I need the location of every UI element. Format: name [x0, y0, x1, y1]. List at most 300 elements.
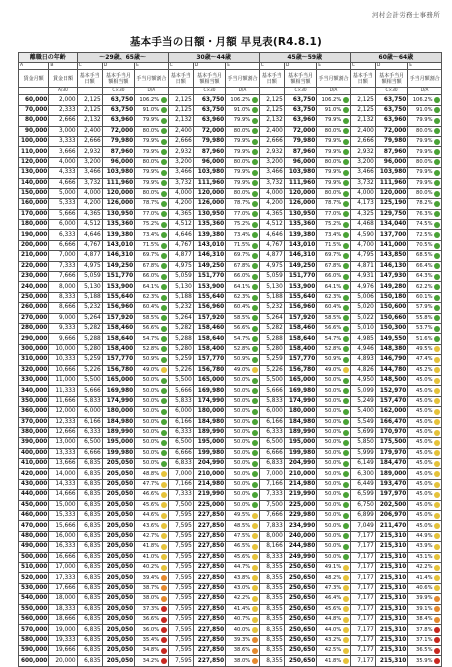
status-dot-icon	[343, 367, 349, 373]
wage-cell: 4,000	[49, 157, 77, 167]
daily-amount-cell: 7,595	[168, 646, 193, 656]
rate-value: 49.5%	[233, 512, 251, 519]
status-dot-icon	[343, 139, 349, 145]
col-letter: D	[284, 63, 316, 70]
rate-cell	[135, 583, 169, 593]
monthly-amount-cell: 146,310	[193, 251, 225, 261]
monthly-amount-cell: 180,000	[102, 407, 134, 417]
rate-cell	[135, 261, 169, 271]
rate-value: 45.6%	[142, 501, 160, 508]
monthly-amount-cell: 87,960	[193, 147, 225, 157]
daily-amount-cell: 6,333	[168, 427, 193, 437]
monthly-amount-cell: 240,000	[284, 531, 316, 541]
daily-amount-cell: 7,177	[350, 552, 375, 562]
rate-value: 39.9%	[416, 595, 433, 602]
rate-value: 66.0%	[142, 273, 160, 280]
rate-value: 91.0%	[142, 106, 160, 113]
monthly-header: 基本手当月額相当額	[102, 70, 134, 88]
status-dot-icon	[161, 97, 167, 103]
rate-value: 46.4%	[324, 595, 342, 602]
rate-cell	[135, 552, 169, 562]
income-cell: 260,000	[19, 303, 49, 313]
income-cell: 450,000	[19, 500, 49, 510]
rate-value: 50.0%	[233, 387, 251, 394]
income-cell: 350,000	[19, 396, 49, 406]
status-dot-icon	[252, 170, 258, 176]
monthly-amount-cell: 174,990	[284, 396, 316, 406]
rate-header: 手当月額割合	[135, 70, 169, 88]
rate-value: 80.0%	[416, 190, 433, 197]
rate-value: 45.0%	[416, 481, 433, 488]
status-dot-icon	[252, 346, 258, 352]
formula-cell: C×30	[193, 88, 225, 95]
rate-value: 42.7%	[142, 532, 160, 539]
status-dot-icon	[343, 440, 349, 446]
rate-value: 45.0%	[416, 429, 433, 436]
income-cell: 430,000	[19, 479, 49, 489]
rate-cell	[226, 562, 260, 572]
table-row	[19, 542, 442, 552]
daily-amount-cell: 7,595	[168, 511, 193, 521]
rate-cell	[226, 396, 260, 406]
status-dot-icon	[252, 533, 258, 539]
rate-cell	[226, 344, 260, 354]
daily-amount-cell: 4,325	[350, 209, 375, 219]
rate-cell	[135, 188, 169, 198]
rate-cell	[226, 261, 260, 271]
rate-value: 50.0%	[324, 501, 342, 508]
daily-amount-cell: 7,333	[168, 490, 193, 500]
rate-value: 45.6%	[324, 605, 342, 612]
daily-amount-cell: 4,767	[168, 240, 193, 250]
rate-value: 50.0%	[324, 553, 342, 560]
daily-amount-cell: 5,099	[350, 386, 375, 396]
income-cell: 230,000	[19, 272, 49, 282]
rate-cell	[408, 178, 442, 188]
table-row	[19, 126, 442, 136]
monthly-amount-cell: 169,980	[193, 386, 225, 396]
rate-cell	[408, 95, 442, 105]
status-dot-icon	[161, 471, 167, 477]
daily-amount-cell: 8,355	[259, 562, 284, 572]
rate-value: 45.0%	[416, 460, 433, 467]
rate-cell	[135, 282, 169, 292]
monthly-amount-cell: 79,980	[102, 136, 134, 146]
status-dot-icon	[252, 450, 258, 456]
rate-value: 73.4%	[233, 231, 251, 238]
rate-value: 50.0%	[233, 377, 251, 384]
rate-cell	[226, 594, 260, 604]
daily-amount-cell: 6,835	[77, 604, 102, 614]
table-row	[19, 531, 442, 541]
monthly-amount-cell: 146,130	[375, 261, 407, 271]
col-letter: D	[375, 63, 407, 70]
status-dot-icon	[161, 596, 167, 602]
status-dot-icon	[161, 284, 167, 290]
col-letter: E	[226, 63, 260, 70]
daily-amount-cell: 6,835	[77, 656, 102, 666]
status-dot-icon	[434, 627, 440, 633]
rate-cell	[317, 126, 351, 136]
status-dot-icon	[434, 617, 440, 623]
rate-value: 75.2%	[233, 221, 251, 228]
status-dot-icon	[434, 648, 440, 654]
rate-value: 44.8%	[324, 616, 342, 623]
status-dot-icon	[343, 565, 349, 571]
rate-header: 手当月額割合	[408, 70, 442, 88]
daily-amount-cell: 8,355	[259, 614, 284, 624]
daily-amount-cell: 2,132	[168, 116, 193, 126]
rate-cell	[408, 542, 442, 552]
income-cell: 170,000	[19, 209, 49, 219]
rate-value: 79.9%	[324, 117, 342, 124]
daily-amount-cell: 5,500	[259, 375, 284, 385]
wage-cell: 17,333	[49, 573, 77, 583]
rate-cell	[135, 646, 169, 656]
rate-value: 79.9%	[142, 169, 160, 176]
daily-amount-cell: 6,835	[77, 531, 102, 541]
table-row	[19, 261, 442, 271]
daily-amount-cell: 6,000	[259, 407, 284, 417]
monthly-amount-cell: 205,050	[102, 562, 134, 572]
status-dot-icon	[252, 606, 258, 612]
monthly-amount-cell: 125,190	[375, 199, 407, 209]
daily-amount-cell: 6,835	[77, 646, 102, 656]
status-dot-icon	[161, 367, 167, 373]
rate-cell	[317, 272, 351, 282]
monthly-amount-cell: 250,650	[284, 604, 316, 614]
rate-value: 80.0%	[142, 158, 160, 165]
daily-amount-cell: 3,200	[350, 157, 375, 167]
wage-cell: 17,000	[49, 562, 77, 572]
status-dot-icon	[252, 617, 258, 623]
status-dot-icon	[343, 533, 349, 539]
monthly-amount-cell: 227,850	[193, 562, 225, 572]
wage-cell: 14,666	[49, 490, 77, 500]
monthly-amount-cell: 139,380	[284, 230, 316, 240]
monthly-amount-cell: 72,000	[375, 126, 407, 136]
formula-cell	[19, 88, 49, 95]
rate-cell	[317, 407, 351, 417]
status-dot-icon	[434, 222, 440, 228]
rate-value: 80.0%	[416, 127, 433, 134]
monthly-amount-cell: 149,250	[284, 261, 316, 271]
daily-amount-cell: 5,232	[77, 303, 102, 313]
rate-cell	[226, 479, 260, 489]
rate-value: 54.7%	[324, 335, 342, 342]
rate-cell	[226, 334, 260, 344]
daily-amount-cell: 5,022	[350, 313, 375, 323]
daily-amount-cell: 4,000	[259, 188, 284, 198]
table-row	[19, 656, 442, 666]
status-dot-icon	[252, 232, 258, 238]
monthly-amount-cell: 174,990	[193, 396, 225, 406]
status-dot-icon	[161, 617, 167, 623]
wage-cell: 14,000	[49, 469, 77, 479]
daily-header: 基本手当日額	[350, 70, 375, 88]
status-dot-icon	[252, 107, 258, 113]
monthly-amount-cell: 63,960	[284, 116, 316, 126]
rate-value: 71.5%	[233, 242, 251, 249]
status-dot-icon	[434, 263, 440, 269]
rate-cell	[408, 562, 442, 572]
rate-value: 45.0%	[416, 501, 433, 508]
rate-value: 64.3%	[416, 273, 433, 280]
rate-value: 52.8%	[233, 345, 251, 352]
daily-amount-cell: 3,200	[168, 157, 193, 167]
daily-amount-cell: 6,835	[77, 635, 102, 645]
table-row	[19, 448, 442, 458]
rate-cell	[226, 531, 260, 541]
status-dot-icon	[161, 170, 167, 176]
status-dot-icon	[434, 346, 440, 352]
daily-amount-cell: 2,666	[168, 136, 193, 146]
daily-amount-cell: 2,666	[259, 136, 284, 146]
rate-value: 45.0%	[416, 491, 433, 498]
rate-value: 62.3%	[324, 294, 342, 300]
daily-amount-cell: 8,355	[259, 583, 284, 593]
daily-amount-cell: 2,125	[350, 95, 375, 105]
rate-value: 80.0%	[324, 190, 342, 197]
monthly-amount-cell: 146,310	[284, 251, 316, 261]
monthly-amount-cell: 155,640	[102, 292, 134, 302]
daily-amount-cell: 5,288	[77, 334, 102, 344]
daily-amount-cell: 7,000	[168, 469, 193, 479]
monthly-amount-cell: 149,250	[193, 261, 225, 271]
rate-cell	[317, 105, 351, 115]
income-cell: 340,000	[19, 386, 49, 396]
income-cell: 470,000	[19, 521, 49, 531]
rate-value: 44.7%	[233, 564, 251, 571]
daily-amount-cell: 3,732	[168, 178, 193, 188]
rate-value: 53.7%	[416, 325, 433, 332]
rate-cell	[317, 635, 351, 645]
rate-value: 64.1%	[142, 283, 160, 290]
monthly-amount-cell: 63,750	[375, 95, 407, 105]
daily-amount-cell: 7,000	[259, 469, 284, 479]
status-dot-icon	[161, 606, 167, 612]
rate-cell	[317, 303, 351, 313]
status-dot-icon	[434, 492, 440, 498]
table-row	[19, 500, 442, 510]
monthly-amount-cell: 96,000	[102, 157, 134, 167]
daily-amount-cell: 6,835	[77, 583, 102, 593]
rate-value: 38.0%	[233, 657, 251, 664]
rate-value: 80.0%	[324, 158, 342, 165]
rate-cell	[408, 469, 442, 479]
rate-value: 56.6%	[233, 325, 251, 332]
daily-amount-cell: 7,500	[259, 500, 284, 510]
income-cell: 590,000	[19, 646, 49, 656]
monthly-amount-cell: 234,990	[284, 521, 316, 531]
daily-amount-cell: 5,264	[77, 313, 102, 323]
daily-amount-cell: 7,595	[168, 625, 193, 635]
monthly-amount-cell: 63,750	[193, 105, 225, 115]
rate-value: 47.3%	[324, 584, 342, 591]
status-dot-icon	[434, 606, 440, 612]
monthly-amount-cell: 153,900	[193, 282, 225, 292]
rate-cell	[317, 292, 351, 302]
monthly-amount-cell: 199,980	[284, 448, 316, 458]
daily-amount-cell: 6,599	[350, 490, 375, 500]
daily-amount-cell: 6,835	[77, 614, 102, 624]
status-dot-icon	[434, 367, 440, 373]
rate-cell	[408, 147, 442, 157]
rate-value: 79.9%	[416, 148, 433, 155]
col-letter: C	[350, 63, 375, 70]
daily-amount-cell: 4,365	[77, 209, 102, 219]
rate-cell	[317, 614, 351, 624]
daily-amount-cell: 7,595	[168, 573, 193, 583]
rate-cell	[226, 552, 260, 562]
rate-cell	[135, 594, 169, 604]
status-dot-icon	[252, 274, 258, 280]
rate-cell	[135, 625, 169, 635]
monthly-amount-cell: 143,850	[375, 251, 407, 261]
formula-cell: D/A	[408, 88, 442, 95]
rate-header: 手当月額割合	[226, 70, 260, 88]
monthly-amount-cell: 63,750	[284, 105, 316, 115]
status-dot-icon	[434, 357, 440, 363]
status-dot-icon	[343, 450, 349, 456]
rate-cell	[408, 531, 442, 541]
rate-cell	[317, 583, 351, 593]
status-dot-icon	[434, 201, 440, 207]
wage-cell: 4,333	[49, 168, 77, 178]
rate-cell	[226, 272, 260, 282]
rate-value: 52.8%	[324, 345, 342, 352]
rate-cell	[408, 427, 442, 437]
rate-value: 60.4%	[142, 304, 160, 311]
income-cell: 490,000	[19, 542, 49, 552]
table-row	[19, 251, 442, 261]
monthly-amount-cell: 150,600	[375, 303, 407, 313]
status-dot-icon	[252, 430, 258, 436]
formula-cell: A/30	[49, 88, 77, 95]
rate-cell	[226, 469, 260, 479]
table-row	[19, 116, 442, 126]
daily-amount-cell: 4,976	[350, 282, 375, 292]
rate-cell	[408, 199, 442, 209]
rate-cell	[226, 625, 260, 635]
monthly-amount-cell: 225,000	[193, 500, 225, 510]
rate-cell	[408, 417, 442, 427]
status-dot-icon	[161, 554, 167, 560]
rate-cell	[317, 282, 351, 292]
daily-amount-cell: 5,500	[77, 375, 102, 385]
rate-value: 70.5%	[416, 242, 433, 249]
monthly-amount-cell: 157,770	[284, 355, 316, 365]
rate-value: 79.9%	[142, 138, 160, 145]
rate-cell	[226, 583, 260, 593]
status-dot-icon	[343, 243, 349, 249]
wage-cell: 16,333	[49, 542, 77, 552]
daily-amount-cell: 2,932	[350, 147, 375, 157]
benefit-table	[18, 52, 442, 667]
daily-amount-cell: 2,932	[77, 147, 102, 157]
col-letter: C	[168, 63, 193, 70]
income-cell: 370,000	[19, 417, 49, 427]
monthly-amount-cell: 227,850	[193, 573, 225, 583]
rate-value: 79.9%	[324, 148, 342, 155]
table-row	[19, 646, 442, 656]
monthly-amount-cell: 195,000	[193, 438, 225, 448]
daily-amount-cell: 5,833	[259, 396, 284, 406]
wage-cell: 5,000	[49, 188, 77, 198]
status-dot-icon	[252, 471, 258, 477]
rate-value: 38.4%	[416, 616, 433, 623]
rate-value: 50.0%	[324, 387, 342, 394]
rate-cell	[408, 594, 442, 604]
daily-amount-cell: 7,595	[168, 531, 193, 541]
rate-cell	[135, 614, 169, 624]
daily-amount-cell: 5,500	[168, 375, 193, 385]
monthly-amount-cell: 87,960	[375, 147, 407, 157]
wage-header: 賃金日額	[49, 70, 77, 88]
status-dot-icon	[161, 513, 167, 519]
status-dot-icon	[343, 191, 349, 197]
rate-cell	[317, 188, 351, 198]
rate-cell	[317, 199, 351, 209]
monthly-amount-cell: 129,750	[375, 209, 407, 219]
rate-value: 80.0%	[233, 190, 251, 197]
col-letter: E	[408, 63, 442, 70]
rate-cell	[135, 272, 169, 282]
income-cell: 130,000	[19, 168, 49, 178]
rate-value: 45.0%	[416, 408, 433, 415]
rate-value: 50.0%	[324, 429, 342, 436]
rate-value: 78.2%	[416, 200, 433, 207]
status-dot-icon	[343, 398, 349, 404]
age-group-header: 30歳～44歳	[168, 53, 259, 63]
daily-amount-cell: 5,549	[350, 417, 375, 427]
status-dot-icon	[252, 585, 258, 591]
daily-amount-cell: 4,365	[259, 209, 284, 219]
status-dot-icon	[434, 513, 440, 519]
daily-amount-cell: 7,177	[350, 614, 375, 624]
daily-header: 基本手当日額	[168, 70, 193, 88]
rate-cell	[135, 427, 169, 437]
status-dot-icon	[343, 201, 349, 207]
monthly-amount-cell: 152,970	[375, 386, 407, 396]
rate-value: 52.8%	[142, 345, 160, 352]
status-dot-icon	[343, 430, 349, 436]
daily-amount-cell: 7,166	[259, 479, 284, 489]
rate-cell	[317, 375, 351, 385]
monthly-amount-cell: 130,950	[284, 209, 316, 219]
daily-header: 基本手当日額	[259, 70, 284, 88]
table-row	[19, 396, 442, 406]
status-dot-icon	[252, 118, 258, 124]
wage-cell: 3,000	[49, 126, 77, 136]
rate-value: 80.0%	[233, 158, 251, 165]
monthly-amount-cell: 157,470	[375, 396, 407, 406]
rate-cell	[226, 292, 260, 302]
monthly-amount-cell: 150,660	[375, 313, 407, 323]
daily-amount-cell: 4,000	[350, 188, 375, 198]
income-cell: 290,000	[19, 334, 49, 344]
daily-amount-cell: 6,899	[350, 511, 375, 521]
status-dot-icon	[161, 222, 167, 228]
income-cell: 220,000	[19, 261, 49, 271]
status-dot-icon	[161, 585, 167, 591]
rate-cell	[135, 438, 169, 448]
rate-value: 50.0%	[324, 377, 342, 384]
status-dot-icon	[252, 409, 258, 415]
monthly-amount-cell: 157,920	[102, 313, 134, 323]
formula-cell: D/A	[135, 88, 169, 95]
formula-cell: C×30	[375, 88, 407, 95]
